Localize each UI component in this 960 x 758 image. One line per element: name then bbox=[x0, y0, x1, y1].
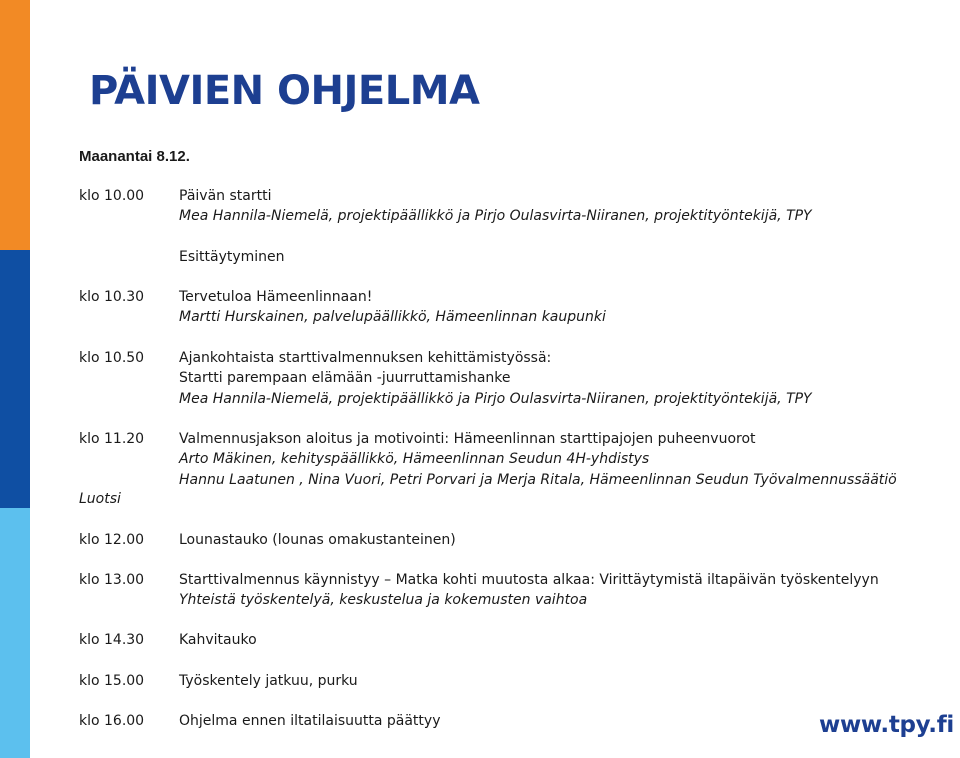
agenda-item bbox=[179, 530, 456, 550]
agenda-topic-line: Päivän startti bbox=[179, 188, 272, 204]
agenda-speaker-line: Martti Hurskainen, palvelupäällikkö, Hämeenlinnan kaupunki bbox=[179, 309, 606, 326]
program-date: Maanantai 8.12. bbox=[79, 148, 190, 165]
agenda-topic-line: Valmennusjakson aloitus ja motivointi: Hämeenlinnan starttipajojen puheenvuorot bbox=[179, 431, 756, 447]
agenda-time: Luotsi bbox=[79, 491, 121, 507]
agenda-item bbox=[179, 711, 440, 731]
agenda-time: klo 16.00 bbox=[79, 713, 145, 729]
accent-stripe-blue bbox=[0, 250, 30, 508]
agenda-speaker-line: Yhteistä työskentelyä, keskustelua ja kokemusten vaihtoa bbox=[179, 592, 588, 609]
agenda-topic-line: Ohjelma ennen iltatilaisuutta päättyy bbox=[179, 713, 441, 729]
agenda-item bbox=[179, 186, 812, 268]
agenda-speaker-line: Hannu Laatunen , Nina Vuori, Petri Porvari ja Merja Ritala, Hämeenlinnan Seudun Työvalmennussäätiö bbox=[179, 471, 897, 488]
accent-stripe-light-blue bbox=[0, 508, 30, 758]
agenda-time: klo 10.00 bbox=[79, 188, 145, 204]
accent-stripe-orange bbox=[0, 0, 30, 250]
agenda-topic-line: Tervetuloa Hämeenlinnaan! bbox=[179, 289, 373, 305]
agenda-speaker-line: Mea Hannila-Niemelä, projektipäällikkö ja Pirjo Oulasvirta-Niiranen, projektityöntekijä, TPY bbox=[179, 208, 812, 225]
agenda-time: klo 12.00 bbox=[79, 532, 145, 548]
agenda-speaker-line: Arto Mäkinen, kehityspäällikkö, Hämeenlinnan Seudun 4H-yhdistys bbox=[179, 451, 650, 468]
agenda-item bbox=[179, 429, 897, 490]
agenda-item bbox=[179, 287, 606, 328]
agenda-topic-line: Starttivalmennus käynnistyy – Matka kohti muutosta alkaa: Virittäytymistä iltapäivän työskentelyyn bbox=[179, 572, 879, 588]
website-logo[interactable]: www.tpy.fi bbox=[819, 712, 954, 738]
agenda-item bbox=[179, 630, 257, 650]
agenda-topic-line: Työskentely jatkuu, purku bbox=[179, 673, 358, 689]
agenda-item bbox=[179, 671, 358, 691]
agenda-time: klo 10.50 bbox=[79, 350, 145, 366]
agenda-time: klo 11.20 bbox=[79, 431, 145, 447]
agenda-topic-line: Lounastauko (lounas omakustanteinen) bbox=[179, 532, 456, 548]
agenda-time: klo 10.30 bbox=[79, 289, 145, 305]
agenda-time: klo 13.00 bbox=[79, 572, 145, 588]
agenda-topic-line bbox=[179, 227, 812, 247]
agenda-topic-line: Ajankohtaista starttivalmennuksen kehittämistyössä: bbox=[179, 350, 552, 366]
page-title: PÄIVIEN OHJELMA bbox=[89, 68, 480, 114]
agenda-time: klo 14.30 bbox=[79, 632, 145, 648]
agenda-topic-line: Startti parempaan elämään -juurruttamishanke bbox=[179, 370, 511, 387]
agenda-topic-line: Esittäytyminen bbox=[179, 249, 285, 266]
agenda-topic-line: Kahvitauko bbox=[179, 632, 257, 648]
agenda-item bbox=[179, 570, 879, 611]
agenda-speaker-line: Mea Hannila-Niemelä, projektipäällikkö ja Pirjo Oulasvirta-Niiranen, projektityöntekijä, TPY bbox=[179, 390, 812, 407]
agenda-item bbox=[179, 348, 812, 409]
agenda-time: klo 15.00 bbox=[79, 673, 145, 689]
